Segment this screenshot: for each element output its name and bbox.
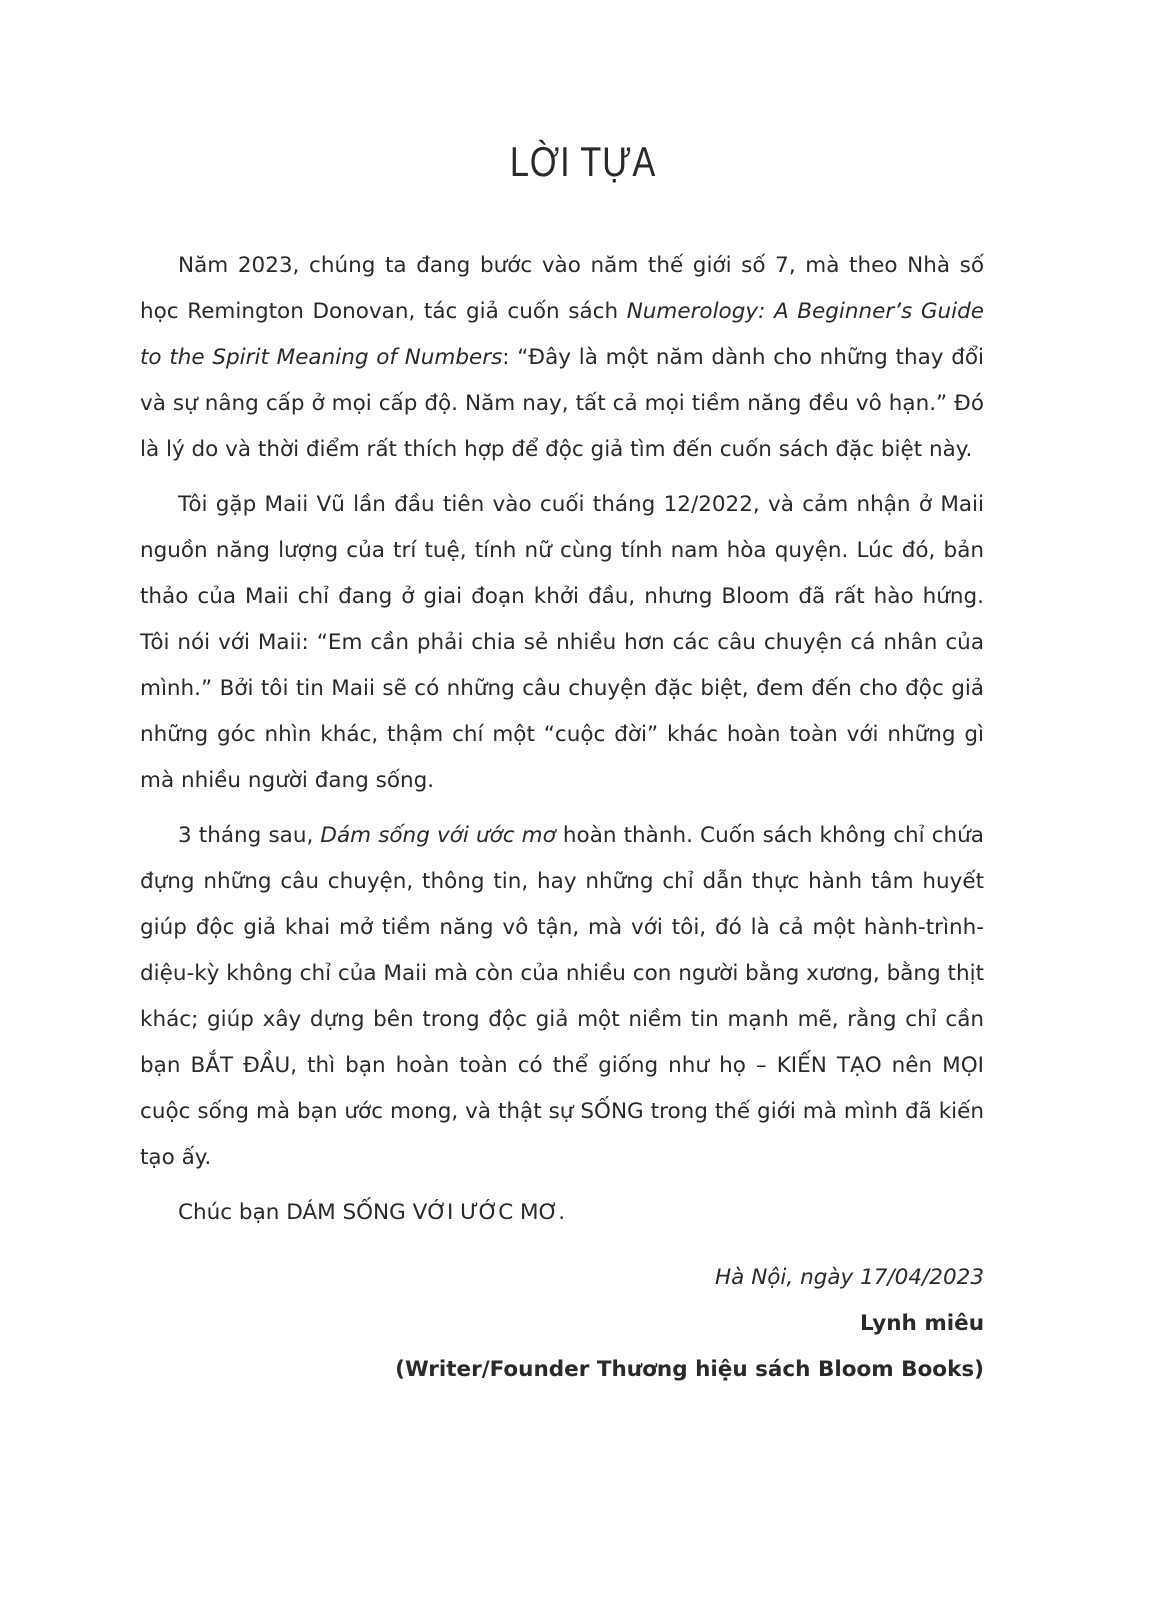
paragraph-1 — [140, 243, 984, 473]
book-name-italic: Dám sống với ước mơ — [320, 823, 556, 848]
closing-wish: Chúc bạn DÁM SỐNG VỚI ƯỚC MƠ. — [178, 1200, 566, 1225]
signoff-block — [140, 1255, 984, 1393]
author-role: (Writer/Founder Thương hiệu sách Bloom Books) — [395, 1357, 984, 1382]
paragraph-3-text-a: 3 tháng sau, — [178, 823, 321, 848]
paragraph-3 — [140, 813, 984, 1181]
author-name: Lynh miêu — [859, 1311, 984, 1336]
place-date: Hà Nội, ngày 17/04/2023 — [715, 1265, 984, 1290]
paragraph-1-text-a: Năm 2023, chúng ta đang bước vào năm thế giới số 7, mà theo Nhà số học Remington Donovan, tác giả cuốn sách — [140, 253, 984, 324]
paragraph-2: Tôi gặp Maii Vũ lần đầu tiên vào cuối tháng 12/2022, và cảm nhận ở Maii nguồn năng lượng của trí tuệ, tính nữ cùng tính nam hòa quyện. Lúc đó, bản thảo của Maii chỉ đang ở giai đoạn khởi đầu, nhưng Bloom đã rất hào hứng. Tôi nói với Maii: “Em cần phải chia sẻ nhiều hơn các câu chuyện cá nhân của mình.” Bởi tôi tin Maii sẽ có những câu chuyện đặc biệt, đem đến cho độc giả những góc nhìn khác, thậm chí một “cuộc đời” khác hoàn toàn với những gì mà nhiều người đang sống. — [140, 492, 984, 793]
paragraph-3-text-c: hoàn thành. Cuốn sách không chỉ chứa đựng những câu chuyện, thông tin, hay những chỉ dẫn thực hành tâm huyết giúp độc giả khai mở tiềm năng vô tận, mà với tôi, đó là cả một hành-trình-diệu-kỳ không chỉ của Maii mà còn của nhiều con người bằng xương, bằng thịt khác; giúp xây dựng bên trong độc giả một niềm tin mạnh mẽ, rằng chỉ cần bạn BẮT ĐẦU, thì bạn hoàn toàn có thể giống như họ – KIẾN TẠO nên MỌI cuộc sống mà bạn ước mong, và thật sự SỐNG trong thế giới mà mình đã kiến tạo ấy. — [140, 823, 984, 1170]
preface-body — [140, 243, 984, 1236]
paragraph-1-text-c: : “Đây là một năm dành cho những thay đổi và sự nâng cấp ở mọi cấp độ. Năm nay, tất cả mọi tiềm năng đều vô hạn.” Đó là lý do và thời điểm rất thích hợp để độc giả tìm đến cuốn sách đặc biệt này. — [140, 345, 984, 462]
book-title-italic: Numerology: A Beginner’s Guide to the Spirit Meaning of Numbers — [140, 299, 984, 370]
page-title: LỜI TỰA — [509, 138, 657, 185]
